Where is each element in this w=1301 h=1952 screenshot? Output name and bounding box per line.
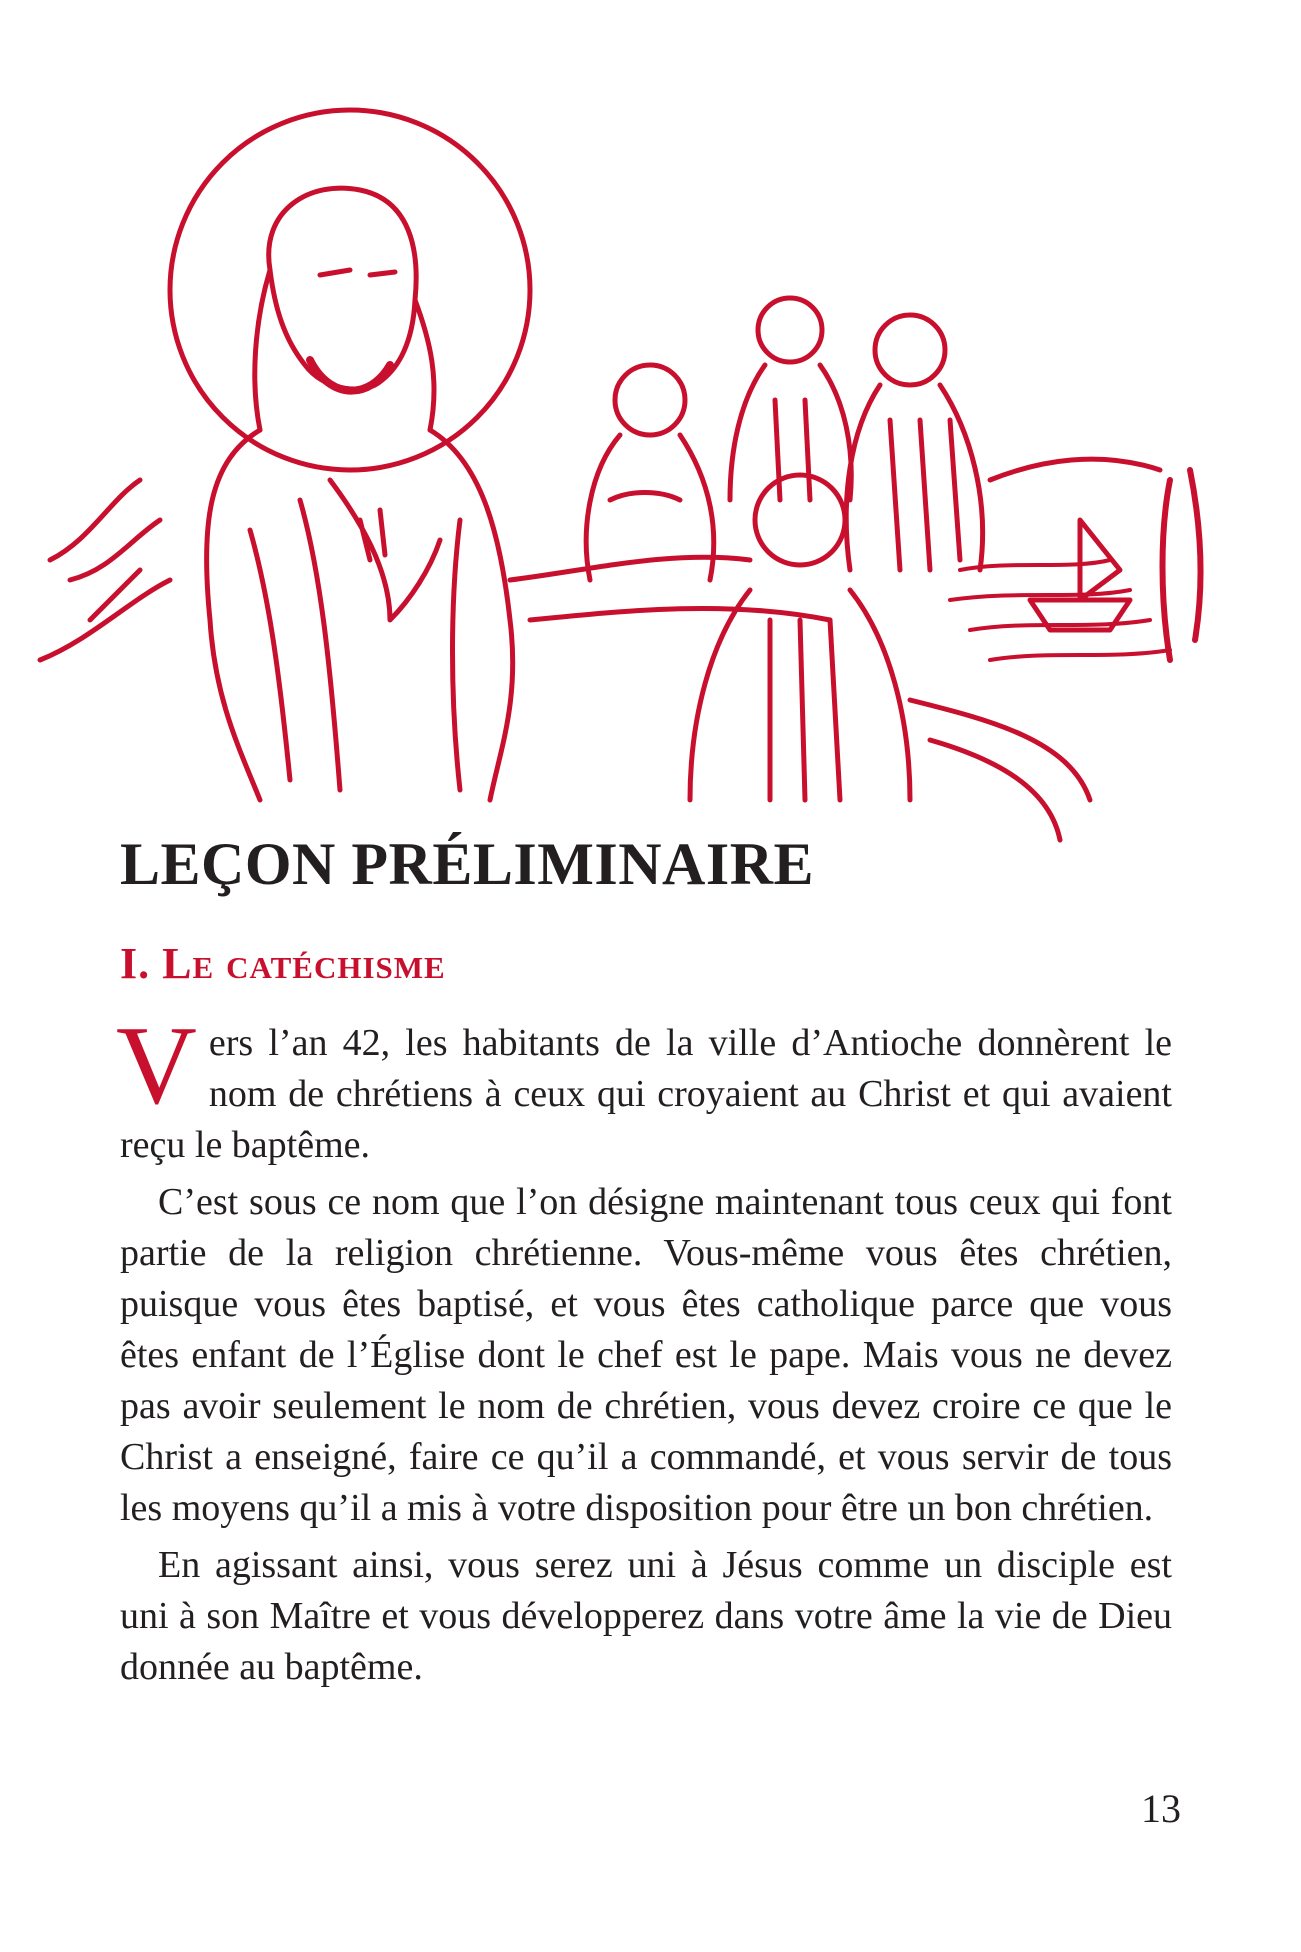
disciple-3-head: [875, 315, 945, 385]
young-disciple-head: [755, 475, 845, 565]
paragraph-1-text: ers l’an 42, les habitants de la ville d’Antioche donnèrent le nom de chrétiens à ceux qui croyaient au Christ et qui avaient reçu le baptême.: [120, 1022, 1172, 1166]
drop-cap: V: [116, 1004, 197, 1128]
section-heading: I. Le catéchisme: [120, 939, 446, 988]
page-number: 13: [1141, 1786, 1181, 1831]
boat: [1030, 520, 1130, 630]
christ-robe: [207, 430, 513, 800]
hill-line: [510, 557, 830, 620]
hills-far: [990, 459, 1160, 480]
illustration-drawing: [30, 100, 1215, 845]
disciple-2-body: [730, 365, 851, 500]
disciple-1-head: [615, 365, 685, 435]
grass: [40, 480, 170, 660]
disciple-3-body: [846, 385, 982, 570]
young-disciple-body: [690, 590, 910, 800]
paragraph-1: [116, 1004, 1172, 1171]
paragraph-2: C’est sous ce nom que l’on désigne maintenant tous ceux qui font partie de la religion chrétienne. Vous-même vous êtes chrétien, puisque vous êtes baptisé, et vous êtes catholique parce que vous êtes enfant de l’Église dont le chef est le pape. Mais vous ne devez pas avoir seulement le nom de chrétien, vous devez croire ce que le Christ a enseigné, faire ce qu’il a commandé, et vous servir de tous les moyens qu’il a mis à votre disposition pour être un bon chrétien.: [120, 1181, 1172, 1529]
christ-arm: [330, 480, 440, 620]
body-text: [116, 1004, 1172, 1699]
tree: [1163, 470, 1201, 660]
christ-folds: [250, 500, 460, 790]
christ-head: [269, 188, 416, 389]
christ-teaching-illustration: [30, 100, 1215, 845]
water-lines: [950, 560, 1170, 660]
christ-eye: [320, 270, 395, 275]
lesson-title: LEÇON PRÉLIMINAIRE: [120, 831, 815, 897]
disciple-2-head: [758, 298, 822, 362]
halo-circle: [170, 110, 530, 470]
paragraph-3: En agissant ainsi, vous serez uni à Jésus comme un disciple est uni à son Maître et vous développerez dans votre âme la vie de Dieu donnée au baptême.: [120, 1544, 1172, 1688]
river: [910, 700, 1090, 840]
